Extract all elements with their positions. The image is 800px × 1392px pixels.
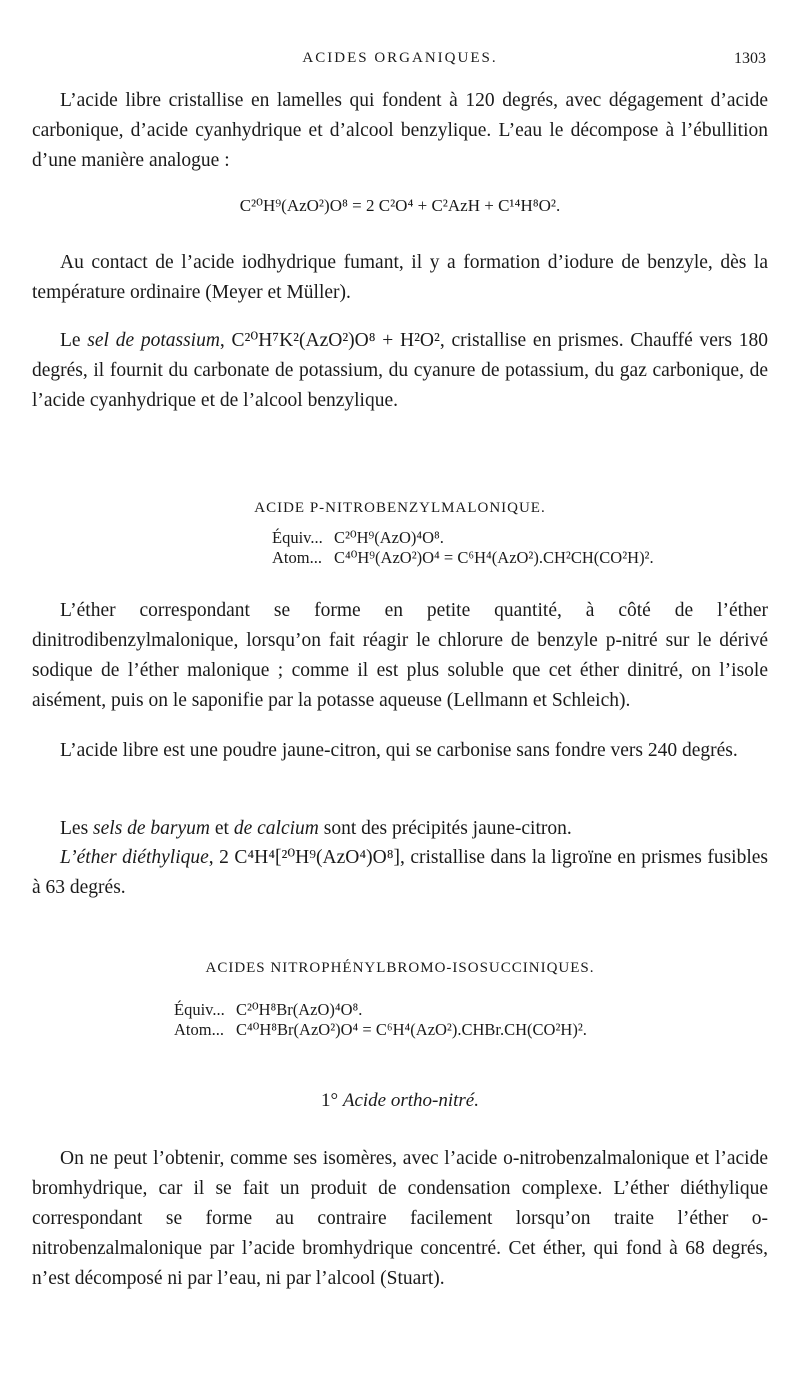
paragraph-7 — [32, 843, 768, 903]
term-sel-de-potassium: sel de potassium — [87, 330, 220, 351]
subsection-number: 1° — [321, 1090, 343, 1111]
subsection-name: Acide ortho-nitré. — [342, 1090, 479, 1111]
equiv-line-2 — [174, 1000, 587, 1020]
atom-formula-2: C⁴⁰H⁸Br(AzO²)O⁴ = C⁶H⁴(AzO²).CHBr.CH(CO²H)². — [236, 1020, 587, 1039]
section-title-nitrophenylbromo: ACIDES NITROPHÉNYLBROMO-ISOSUCCINIQUES. — [205, 960, 595, 976]
subsection-title — [0, 1090, 800, 1112]
running-title: ACIDES ORGANIQUES. — [302, 50, 498, 66]
paragraph-1: L’acide libre cristallise en lamelles qui fondent à 120 degrés, avec dégagement d’acide carbonique, d’acide cyanhydrique et d’alcool benzylique. L’eau le décompose à l’ébullition d’une manière analogue : — [32, 90, 768, 171]
paragraph-3 — [32, 326, 768, 416]
para6-mid: et — [210, 818, 234, 839]
term-de-calcium: de calcium — [233, 818, 319, 839]
para6-lead: Les — [60, 818, 94, 839]
equiv-label: Équiv... — [272, 528, 323, 547]
para7-rest: , 2 C⁴H⁴[²⁰H⁹(AzO⁴)O⁸], cristallise dans la ligroïne en prismes fusibles à 63 degrés. — [32, 847, 768, 898]
equiv-formula: C²⁰H⁹(AzO)⁴O⁸. — [334, 528, 444, 547]
formula-block-1 — [272, 528, 654, 568]
paragraph-8: On ne peut l’obtenir, comme ses isomères, avec l’acide o-nitrobenzalmalonique et l’acide bromhydrique, car il se fait un produit de condensation complexe. L’éther diéthylique correspondant se forme au contraire facilement lorsqu’on traite l’éther o-nitrobenzalmalonique par l’acide bromhydrique concentré. Cet éther, qui fond à 68 degrés, n’est décomposé ni par l’eau, ni par l’alcool (Stuart). — [32, 1148, 768, 1289]
paragraph-2: Au contact de l’acide iodhydrique fumant, il y a formation d’iodure de benzyle, dès la température ordinaire (Meyer et Müller). — [32, 252, 768, 303]
atom-label: Atom... — [272, 548, 322, 567]
paragraph-6 — [32, 814, 768, 844]
formula-block-2 — [174, 1000, 587, 1040]
atom-formula: C⁴⁰H⁹(AzO²)O⁴ = C⁶H⁴(AzO²).CH²CH(CO²H)². — [334, 548, 654, 567]
para3-rest: , C²⁰H⁷K²(AzO²)O⁸ + H²O², cristallise en prismes. Chauffé vers 180 degrés, il fournit du carbonate de potassium, du cyanure de potassium, du gaz carbonique, de l’acide cyanhydrique et de l’alcool benzylique. — [32, 330, 768, 411]
section-title-p-nitrobenzylmalonique: ACIDE P-NITROBENZYLMALONIQUE. — [254, 500, 546, 516]
equiv-line — [272, 528, 654, 548]
paragraph-5: L’acide libre est une poudre jaune-citron, qui se carbonise sans fondre vers 240 degrés. — [60, 740, 738, 761]
para6-rest: sont des précipités jaune-citron. — [318, 818, 572, 839]
term-ether-diethylique: L’éther diéthylique — [60, 847, 209, 868]
equation-decomposition: C²⁰H⁹(AzO²)O⁸ = 2 C²O⁴ + C²AzH + C¹⁴H⁸O². — [239, 196, 561, 215]
atom-line-2 — [174, 1020, 587, 1040]
term-sels-de-baryum: sels de baryum — [93, 818, 211, 839]
page-number: 1303 — [734, 50, 766, 67]
atom-line — [272, 548, 654, 568]
page-header — [0, 50, 800, 76]
equiv-formula-2: C²⁰H⁸Br(AzO)⁴O⁸. — [236, 1000, 363, 1019]
paragraph-4: L’éther correspondant se forme en petite quantité, à côté de l’éther dinitrodibenzylmalonique, lorsqu’on fait réagir le chlorure de benzyle p-nitré sur le dérivé sodique de l’éther malonique ; comme il est plus soluble que cet éther dinitré, on l’isole aisément, puis on le saponifie par la potasse aqueuse (Lellmann et Schleich). — [32, 600, 768, 711]
para3-lead: Le — [60, 330, 88, 351]
atom-label-2: Atom... — [174, 1020, 224, 1039]
equiv-label-2: Équiv... — [174, 1000, 225, 1019]
